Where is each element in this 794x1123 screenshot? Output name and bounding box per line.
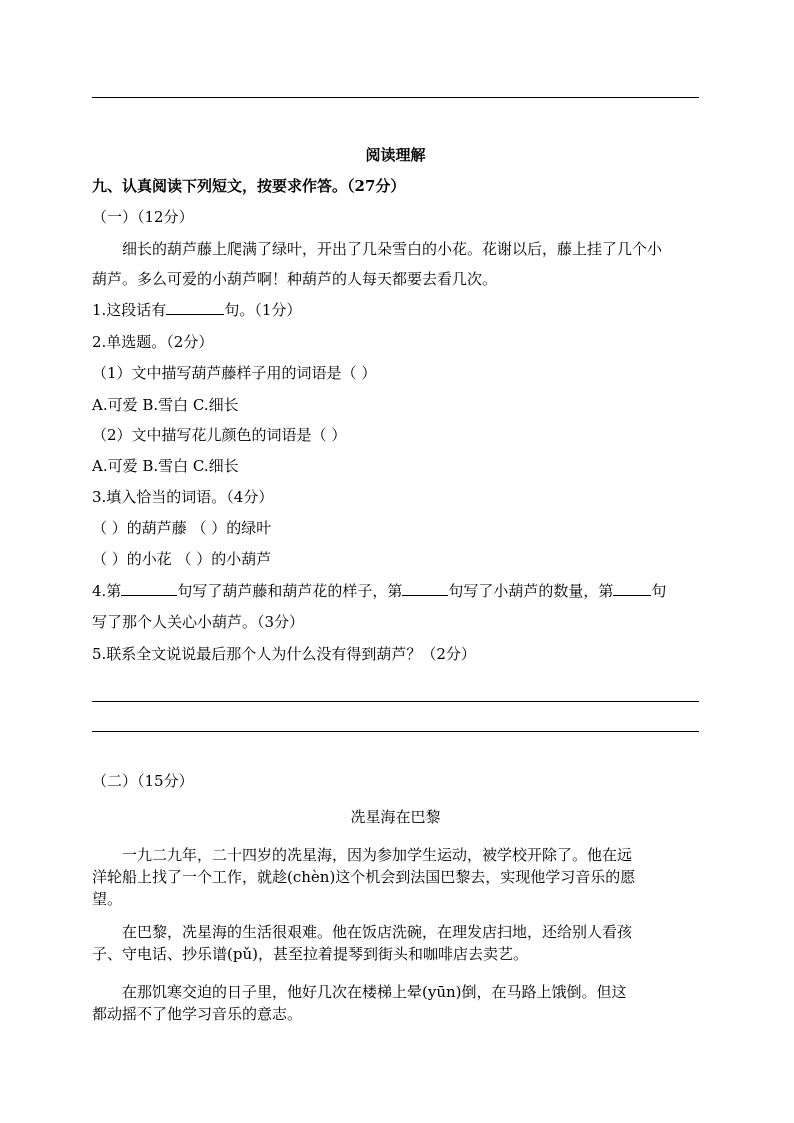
question-4-text-b: 句写了葫芦藤和葫芦花的样子，第 xyxy=(177,582,403,600)
question-2-1-options: A.可爱 B.雪白 C.细长 xyxy=(92,396,239,414)
answer-blank[interactable] xyxy=(121,581,177,596)
passage2-p3-line2: 都动摇不了他学习音乐的意志。 xyxy=(92,1005,303,1023)
question-2-2: （2）文中描写花儿颜色的词语是（ ） xyxy=(92,426,347,444)
part1-label: （一）（12分） xyxy=(92,208,194,226)
passage2-p2-line1: 在巴黎，冼星海的生活很艰难。他在饭店洗碗，在理发店扫地，还给别人看孩 xyxy=(122,923,633,941)
passage1-line1: 细长的葫芦藤上爬满了绿叶，开出了几朵雪白的小花。花谢以后，藤上挂了几个小 xyxy=(122,240,663,258)
passage2-p1-line3: 望。 xyxy=(92,890,123,908)
question-1-text-b: 句。（1分） xyxy=(224,301,302,319)
answer-blank[interactable] xyxy=(402,581,448,596)
passage2-p2-line2: 子、守电话、抄乐谱(pǔ)，甚至拉着提琴到街头和咖啡店去卖艺。 xyxy=(92,945,528,963)
answer-blank[interactable] xyxy=(613,581,651,596)
question-4-text-d: 句 xyxy=(651,582,667,600)
answer-line[interactable] xyxy=(92,731,699,732)
answer-blank[interactable] xyxy=(166,300,224,315)
passage2-p1-line2: 洋轮船上找了一个工作，就趁(chèn)这个机会到法国巴黎去，实现他学习音乐的愿 xyxy=(92,868,636,886)
page-heading: 阅读理解 xyxy=(365,146,426,164)
question-3: 3.填入恰当的词语。（4分） xyxy=(92,488,274,506)
passage1-line2: 葫芦。多么可爱的小葫芦啊！种葫芦的人每天都要去看几次。 xyxy=(92,270,498,288)
question-4-text-c: 句写了小葫芦的数量，第 xyxy=(448,582,614,600)
question-2: 2.单选题。（2分） xyxy=(92,333,214,351)
question-4-line2: 写了那个人关心小葫芦。（3分） xyxy=(92,613,305,631)
question-3-row-2: （ ）的小花 （ ）的小葫芦 xyxy=(92,550,272,568)
question-4-text-a: 4.第 xyxy=(92,582,122,600)
question-3-row-1: （ ）的葫芦藤 （ ）的绿叶 xyxy=(92,519,272,537)
section-title: 九、认真阅读下列短文，按要求作答。（27分） xyxy=(92,177,406,195)
question-5: 5.联系全文说说最后那个人为什么没有得到葫芦？（2分） xyxy=(92,645,476,663)
question-1 xyxy=(92,300,301,320)
header-rule xyxy=(92,97,699,98)
question-1-text-a: 1.这段话有 xyxy=(92,301,167,319)
question-2-1: （1）文中描写葫芦藤样子用的词语是（ ） xyxy=(92,364,377,382)
passage2-p1-line1: 一九二九年，二十四岁的冼星海，因为参加学生运动，被学校开除了。他在远 xyxy=(122,846,633,864)
question-2-2-options: A.可爱 B.雪白 C.细长 xyxy=(92,457,239,475)
passage2-p3-line1: 在那饥寒交迫的日子里，他好几次在楼梯上晕(yūn)倒，在马路上饿倒。但这 xyxy=(122,983,627,1001)
part2-label: （二）（15分） xyxy=(92,772,194,790)
question-4 xyxy=(92,581,666,601)
passage2-title: 冼星海在巴黎 xyxy=(350,808,441,826)
answer-line[interactable] xyxy=(92,701,699,702)
